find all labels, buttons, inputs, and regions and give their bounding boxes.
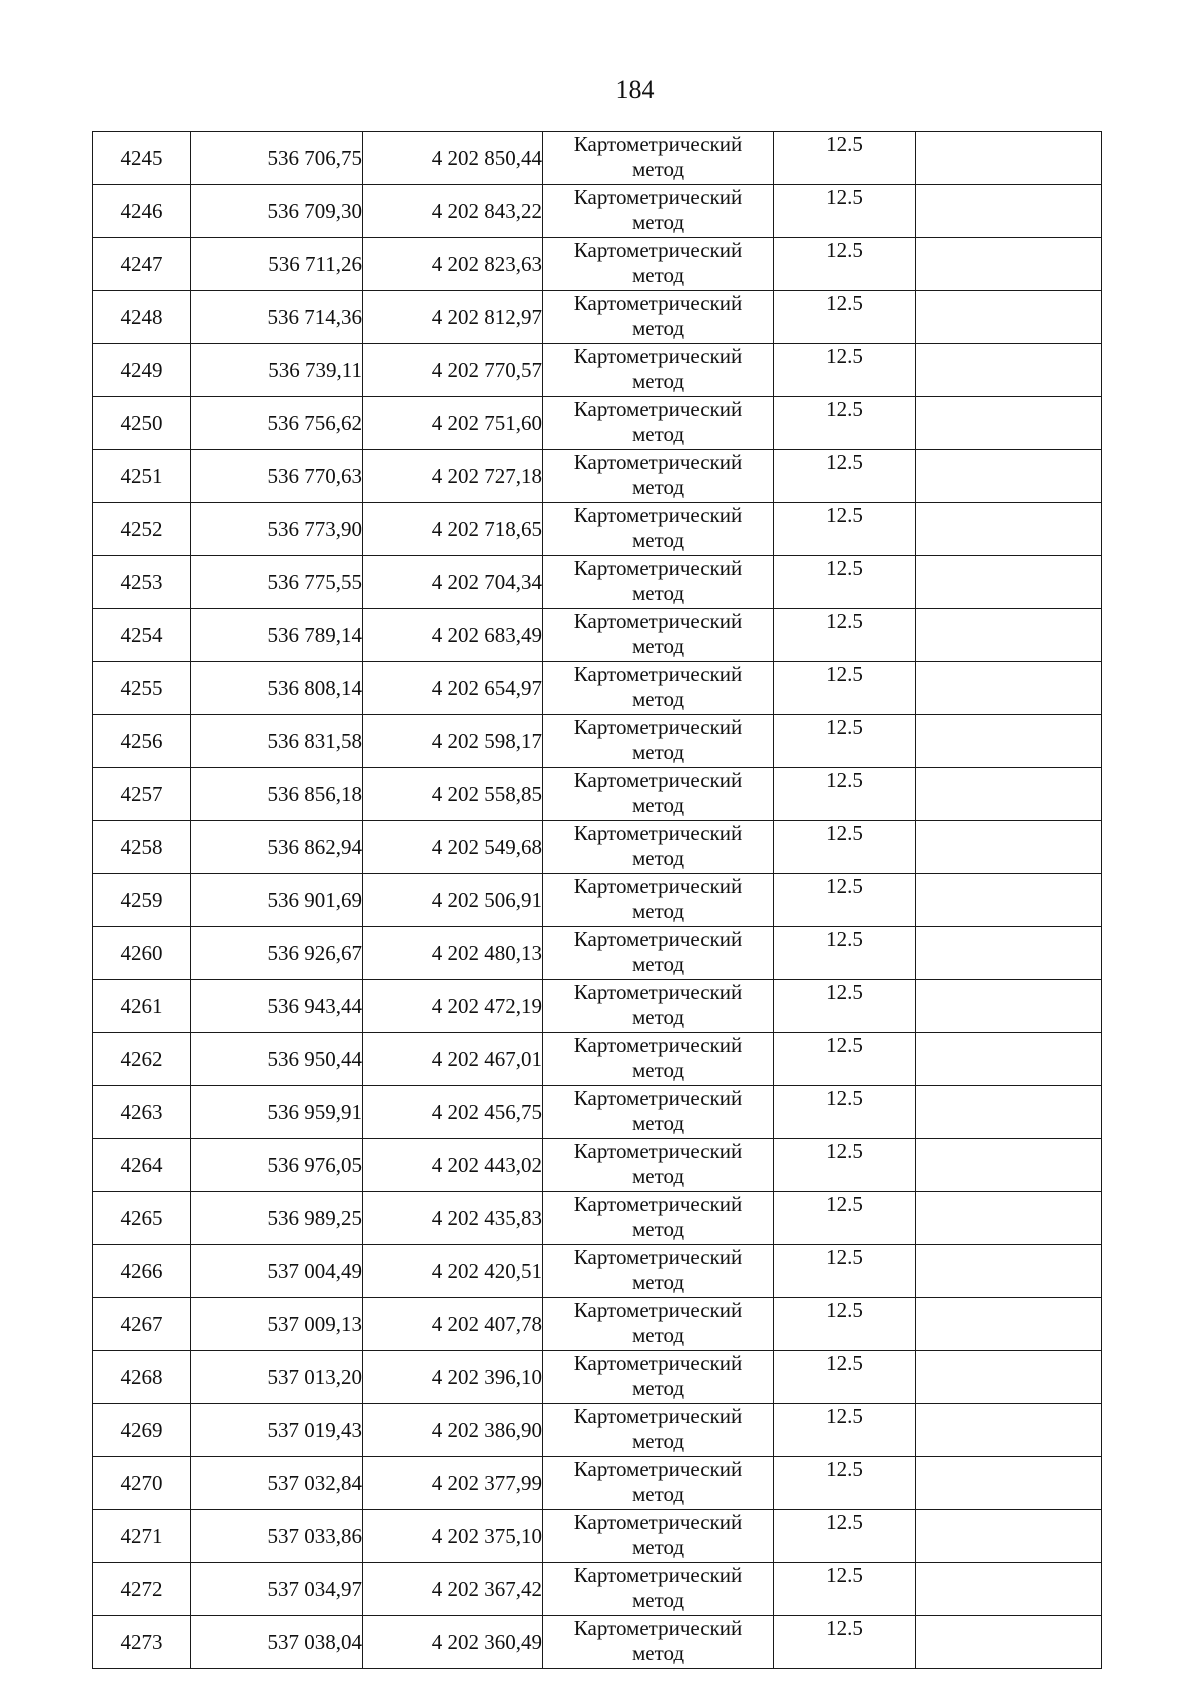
x-coordinate-cell: 536 943,44 [191, 980, 363, 1033]
method-text-line: Картометрический [573, 821, 743, 845]
method-text-line: метод [631, 1270, 685, 1294]
note-cell [916, 980, 1102, 1033]
point-number-cell: 4269 [93, 1404, 191, 1457]
note-cell [916, 1139, 1102, 1192]
point-number-cell: 4257 [93, 768, 191, 821]
note-cell [916, 874, 1102, 927]
method-text-line: Картометрический [573, 238, 743, 262]
point-number-cell: 4262 [93, 1033, 191, 1086]
x-coordinate-cell: 536 770,63 [191, 450, 363, 503]
method-cell [543, 291, 774, 344]
point-number-cell: 4271 [93, 1510, 191, 1563]
point-number-cell: 4264 [93, 1139, 191, 1192]
table-row [93, 1404, 1102, 1457]
note-cell [916, 503, 1102, 556]
x-coordinate-cell: 536 959,91 [191, 1086, 363, 1139]
y-coordinate-cell: 4 202 420,51 [363, 1245, 543, 1298]
accuracy-cell: 12.5 [774, 874, 916, 927]
method-text-line: Картометрический [573, 1245, 743, 1269]
method-cell [543, 980, 774, 1033]
method-text-line: Картометрический [573, 291, 743, 315]
method-cell [543, 1086, 774, 1139]
accuracy-cell: 12.5 [774, 450, 916, 503]
method-text-line: Картометрический [573, 185, 743, 209]
point-number-cell: 4253 [93, 556, 191, 609]
method-text-line: метод [631, 1005, 685, 1029]
method-text-line: Картометрический [573, 927, 743, 951]
table-row [93, 662, 1102, 715]
method-text-line: метод [631, 846, 685, 870]
y-coordinate-cell: 4 202 435,83 [363, 1192, 543, 1245]
x-coordinate-cell: 536 711,26 [191, 238, 363, 291]
method-text-line: метод [631, 1058, 685, 1082]
note-cell [916, 1510, 1102, 1563]
x-coordinate-cell: 536 739,11 [191, 344, 363, 397]
method-text-line: метод [631, 899, 685, 923]
y-coordinate-cell: 4 202 727,18 [363, 450, 543, 503]
method-text-line: метод [631, 1482, 685, 1506]
note-cell [916, 1563, 1102, 1616]
point-number-cell: 4252 [93, 503, 191, 556]
table-row [93, 821, 1102, 874]
table-row [93, 397, 1102, 450]
accuracy-cell: 12.5 [774, 1192, 916, 1245]
x-coordinate-cell: 537 033,86 [191, 1510, 363, 1563]
x-coordinate-cell: 536 831,58 [191, 715, 363, 768]
method-cell [543, 132, 774, 185]
table-row [93, 927, 1102, 980]
note-cell [916, 1351, 1102, 1404]
note-cell [916, 609, 1102, 662]
y-coordinate-cell: 4 202 823,63 [363, 238, 543, 291]
x-coordinate-cell: 536 756,62 [191, 397, 363, 450]
accuracy-cell: 12.5 [774, 1616, 916, 1669]
point-number-cell: 4272 [93, 1563, 191, 1616]
x-coordinate-cell: 536 926,67 [191, 927, 363, 980]
method-cell [543, 1351, 774, 1404]
method-text-line: метод [631, 263, 685, 287]
y-coordinate-cell: 4 202 751,60 [363, 397, 543, 450]
note-cell [916, 927, 1102, 980]
note-cell [916, 1457, 1102, 1510]
method-cell [543, 1139, 774, 1192]
point-number-cell: 4273 [93, 1616, 191, 1669]
method-text-line: метод [631, 475, 685, 499]
y-coordinate-cell: 4 202 718,65 [363, 503, 543, 556]
note-cell [916, 821, 1102, 874]
table-row [93, 185, 1102, 238]
y-coordinate-cell: 4 202 472,19 [363, 980, 543, 1033]
table-row [93, 874, 1102, 927]
table-row [93, 1033, 1102, 1086]
x-coordinate-cell: 536 862,94 [191, 821, 363, 874]
table-row [93, 768, 1102, 821]
y-coordinate-cell: 4 202 377,99 [363, 1457, 543, 1510]
table-row [93, 1457, 1102, 1510]
method-text-line: Картометрический [573, 980, 743, 1004]
point-number-cell: 4259 [93, 874, 191, 927]
method-text-line: Картометрический [573, 662, 743, 686]
point-number-cell: 4258 [93, 821, 191, 874]
table-row [93, 450, 1102, 503]
point-number-cell: 4248 [93, 291, 191, 344]
table-row [93, 1616, 1102, 1669]
point-number-cell: 4260 [93, 927, 191, 980]
table-body [93, 132, 1102, 1669]
x-coordinate-cell: 536 706,75 [191, 132, 363, 185]
note-cell [916, 768, 1102, 821]
accuracy-cell: 12.5 [774, 1351, 916, 1404]
table-row [93, 1192, 1102, 1245]
note-cell [916, 715, 1102, 768]
point-number-cell: 4270 [93, 1457, 191, 1510]
accuracy-cell: 12.5 [774, 1457, 916, 1510]
note-cell [916, 1192, 1102, 1245]
accuracy-cell: 12.5 [774, 397, 916, 450]
note-cell [916, 185, 1102, 238]
method-cell [543, 1033, 774, 1086]
point-number-cell: 4266 [93, 1245, 191, 1298]
table-row [93, 556, 1102, 609]
accuracy-cell: 12.5 [774, 821, 916, 874]
point-number-cell: 4255 [93, 662, 191, 715]
method-cell [543, 556, 774, 609]
method-text-line: метод [631, 422, 685, 446]
method-text-line: метод [631, 210, 685, 234]
point-number-cell: 4247 [93, 238, 191, 291]
note-cell [916, 132, 1102, 185]
y-coordinate-cell: 4 202 407,78 [363, 1298, 543, 1351]
accuracy-cell: 12.5 [774, 1086, 916, 1139]
method-text-line: Картометрический [573, 715, 743, 739]
method-text-line: Картометрический [573, 1457, 743, 1481]
method-text-line: Картометрический [573, 1086, 743, 1110]
x-coordinate-cell: 536 709,30 [191, 185, 363, 238]
accuracy-cell: 12.5 [774, 185, 916, 238]
page-number: 184 [615, 75, 655, 104]
x-coordinate-cell: 537 009,13 [191, 1298, 363, 1351]
method-text-line: Картометрический [573, 450, 743, 474]
accuracy-cell: 12.5 [774, 291, 916, 344]
method-cell [543, 1457, 774, 1510]
y-coordinate-cell: 4 202 443,02 [363, 1139, 543, 1192]
method-text-line: метод [631, 581, 685, 605]
method-cell [543, 450, 774, 503]
method-text-line: Картометрический [573, 1033, 743, 1057]
method-cell [543, 503, 774, 556]
method-text-line: Картометрический [573, 1351, 743, 1375]
method-text-line: Картометрический [573, 1139, 743, 1163]
method-text-line: метод [631, 740, 685, 764]
point-number-cell: 4261 [93, 980, 191, 1033]
y-coordinate-cell: 4 202 549,68 [363, 821, 543, 874]
method-text-line: Картометрический [573, 768, 743, 792]
table-row [93, 715, 1102, 768]
point-number-cell: 4249 [93, 344, 191, 397]
accuracy-cell: 12.5 [774, 1563, 916, 1616]
point-number-cell: 4265 [93, 1192, 191, 1245]
note-cell [916, 238, 1102, 291]
x-coordinate-cell: 536 808,14 [191, 662, 363, 715]
x-coordinate-cell: 536 901,69 [191, 874, 363, 927]
method-text-line: метод [631, 1217, 685, 1241]
y-coordinate-cell: 4 202 770,57 [363, 344, 543, 397]
method-text-line: Картометрический [573, 1563, 743, 1587]
accuracy-cell: 12.5 [774, 980, 916, 1033]
x-coordinate-cell: 536 989,25 [191, 1192, 363, 1245]
coordinates-table [92, 131, 1102, 1669]
method-text-line: Картометрический [573, 1510, 743, 1534]
accuracy-cell: 12.5 [774, 768, 916, 821]
note-cell [916, 1245, 1102, 1298]
method-cell [543, 1510, 774, 1563]
note-cell [916, 1086, 1102, 1139]
accuracy-cell: 12.5 [774, 1139, 916, 1192]
accuracy-cell: 12.5 [774, 503, 916, 556]
method-cell [543, 1192, 774, 1245]
accuracy-cell: 12.5 [774, 1510, 916, 1563]
table-row [93, 1510, 1102, 1563]
method-cell [543, 344, 774, 397]
method-text-line: Картометрический [573, 609, 743, 633]
method-text-line: метод [631, 1323, 685, 1347]
method-text-line: метод [631, 1429, 685, 1453]
y-coordinate-cell: 4 202 360,49 [363, 1616, 543, 1669]
method-text-line: метод [631, 634, 685, 658]
point-number-cell: 4267 [93, 1298, 191, 1351]
method-text-line: метод [631, 369, 685, 393]
point-number-cell: 4251 [93, 450, 191, 503]
accuracy-cell: 12.5 [774, 132, 916, 185]
method-text-line: метод [631, 1164, 685, 1188]
method-text-line: метод [631, 316, 685, 340]
y-coordinate-cell: 4 202 375,10 [363, 1510, 543, 1563]
method-cell [543, 715, 774, 768]
accuracy-cell: 12.5 [774, 1033, 916, 1086]
point-number-cell: 4268 [93, 1351, 191, 1404]
method-text-line: Картометрический [573, 397, 743, 421]
point-number-cell: 4256 [93, 715, 191, 768]
method-cell [543, 1298, 774, 1351]
method-text-line: метод [631, 952, 685, 976]
method-cell [543, 397, 774, 450]
note-cell [916, 1033, 1102, 1086]
accuracy-cell: 12.5 [774, 927, 916, 980]
accuracy-cell: 12.5 [774, 344, 916, 397]
method-cell [543, 185, 774, 238]
note-cell [916, 344, 1102, 397]
y-coordinate-cell: 4 202 558,85 [363, 768, 543, 821]
x-coordinate-cell: 536 773,90 [191, 503, 363, 556]
method-cell [543, 768, 774, 821]
table-row [93, 1563, 1102, 1616]
method-text-line: Картометрический [573, 556, 743, 580]
y-coordinate-cell: 4 202 850,44 [363, 132, 543, 185]
y-coordinate-cell: 4 202 704,34 [363, 556, 543, 609]
accuracy-cell: 12.5 [774, 1404, 916, 1457]
note-cell [916, 1404, 1102, 1457]
point-number-cell: 4254 [93, 609, 191, 662]
table-row [93, 1139, 1102, 1192]
note-cell [916, 662, 1102, 715]
method-text-line: метод [631, 687, 685, 711]
method-cell [543, 1563, 774, 1616]
x-coordinate-cell: 537 038,04 [191, 1616, 363, 1669]
method-text-line: метод [631, 1376, 685, 1400]
note-cell [916, 1298, 1102, 1351]
table-row [93, 132, 1102, 185]
method-text-line: Картометрический [573, 1616, 743, 1640]
method-cell [543, 1616, 774, 1669]
method-text-line: метод [631, 528, 685, 552]
table-row [93, 344, 1102, 397]
accuracy-cell: 12.5 [774, 662, 916, 715]
method-cell [543, 1404, 774, 1457]
method-text-line: Картометрический [573, 1298, 743, 1322]
table-row [93, 1351, 1102, 1404]
y-coordinate-cell: 4 202 480,13 [363, 927, 543, 980]
method-text-line: Картометрический [573, 132, 743, 156]
note-cell [916, 1616, 1102, 1669]
table-row [93, 291, 1102, 344]
x-coordinate-cell: 537 004,49 [191, 1245, 363, 1298]
y-coordinate-cell: 4 202 654,97 [363, 662, 543, 715]
y-coordinate-cell: 4 202 456,75 [363, 1086, 543, 1139]
accuracy-cell: 12.5 [774, 715, 916, 768]
method-text-line: Картометрический [573, 1404, 743, 1428]
table-row [93, 1298, 1102, 1351]
y-coordinate-cell: 4 202 506,91 [363, 874, 543, 927]
method-text-line: Картометрический [573, 874, 743, 898]
method-cell [543, 927, 774, 980]
note-cell [916, 397, 1102, 450]
y-coordinate-cell: 4 202 683,49 [363, 609, 543, 662]
x-coordinate-cell: 536 856,18 [191, 768, 363, 821]
x-coordinate-cell: 536 714,36 [191, 291, 363, 344]
method-text-line: метод [631, 1588, 685, 1612]
method-cell [543, 662, 774, 715]
point-number-cell: 4250 [93, 397, 191, 450]
accuracy-cell: 12.5 [774, 238, 916, 291]
y-coordinate-cell: 4 202 812,97 [363, 291, 543, 344]
method-cell [543, 238, 774, 291]
x-coordinate-cell: 537 032,84 [191, 1457, 363, 1510]
x-coordinate-cell: 537 034,97 [191, 1563, 363, 1616]
method-cell [543, 609, 774, 662]
table-row [93, 609, 1102, 662]
point-number-cell: 4246 [93, 185, 191, 238]
table-row [93, 503, 1102, 556]
method-text-line: метод [631, 793, 685, 817]
x-coordinate-cell: 536 775,55 [191, 556, 363, 609]
method-cell [543, 821, 774, 874]
method-cell [543, 1245, 774, 1298]
method-text-line: метод [631, 1535, 685, 1559]
x-coordinate-cell: 537 019,43 [191, 1404, 363, 1457]
accuracy-cell: 12.5 [774, 1245, 916, 1298]
table-row [93, 980, 1102, 1033]
y-coordinate-cell: 4 202 467,01 [363, 1033, 543, 1086]
accuracy-cell: 12.5 [774, 556, 916, 609]
table-row [93, 1086, 1102, 1139]
method-text-line: метод [631, 1641, 685, 1665]
table-row [93, 238, 1102, 291]
point-number-cell: 4245 [93, 132, 191, 185]
x-coordinate-cell: 536 950,44 [191, 1033, 363, 1086]
note-cell [916, 556, 1102, 609]
x-coordinate-cell: 537 013,20 [191, 1351, 363, 1404]
y-coordinate-cell: 4 202 843,22 [363, 185, 543, 238]
method-cell [543, 874, 774, 927]
accuracy-cell: 12.5 [774, 609, 916, 662]
method-text-line: метод [631, 1111, 685, 1135]
method-text-line: Картометрический [573, 1192, 743, 1216]
note-cell [916, 450, 1102, 503]
x-coordinate-cell: 536 976,05 [191, 1139, 363, 1192]
y-coordinate-cell: 4 202 386,90 [363, 1404, 543, 1457]
table-row [93, 1245, 1102, 1298]
x-coordinate-cell: 536 789,14 [191, 609, 363, 662]
note-cell [916, 291, 1102, 344]
y-coordinate-cell: 4 202 367,42 [363, 1563, 543, 1616]
y-coordinate-cell: 4 202 598,17 [363, 715, 543, 768]
method-text-line: метод [631, 157, 685, 181]
y-coordinate-cell: 4 202 396,10 [363, 1351, 543, 1404]
point-number-cell: 4263 [93, 1086, 191, 1139]
accuracy-cell: 12.5 [774, 1298, 916, 1351]
method-text-line: Картометрический [573, 503, 743, 527]
method-text-line: Картометрический [573, 344, 743, 368]
